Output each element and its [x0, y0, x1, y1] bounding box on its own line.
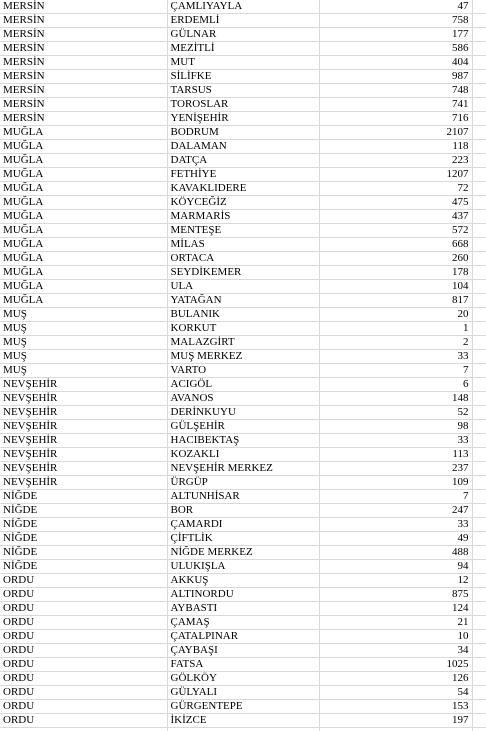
value-cell[interactable]: 52	[319, 406, 472, 420]
district-cell[interactable]: MARMARİS	[167, 210, 319, 224]
empty-cell[interactable]	[472, 574, 486, 588]
empty-cell[interactable]	[472, 728, 486, 731]
district-cell[interactable]: YATAĞAN	[167, 294, 319, 308]
value-cell[interactable]: 716	[319, 112, 472, 126]
empty-cell[interactable]	[472, 504, 486, 518]
value-cell[interactable]: 1025	[319, 658, 472, 672]
empty-cell[interactable]	[472, 14, 486, 28]
province-cell[interactable]: NEVŞEHİR	[0, 476, 167, 490]
province-cell[interactable]: ORDU	[0, 602, 167, 616]
province-cell[interactable]: NİĞDE	[0, 518, 167, 532]
value-cell[interactable]: 33	[319, 518, 472, 532]
empty-cell[interactable]	[472, 462, 486, 476]
empty-cell[interactable]	[472, 490, 486, 504]
district-cell[interactable]: TOROSLAR	[167, 98, 319, 112]
district-cell[interactable]: ALTINORDU	[167, 588, 319, 602]
table-row	[0, 672, 486, 686]
value-cell[interactable]: 10	[319, 630, 472, 644]
value-cell[interactable]: 987	[319, 70, 472, 84]
value-cell[interactable]: 7	[319, 490, 472, 504]
district-cell[interactable]: YENİŞEHİR	[167, 112, 319, 126]
table-row	[0, 84, 486, 98]
table-row	[0, 518, 486, 532]
province-cell[interactable]: MUĞLA	[0, 280, 167, 294]
district-cell[interactable]: DATÇA	[167, 154, 319, 168]
empty-cell[interactable]	[472, 630, 486, 644]
value-cell[interactable]: 72	[319, 182, 472, 196]
value-cell[interactable]: 668	[319, 238, 472, 252]
value-cell[interactable]: 817	[319, 294, 472, 308]
table-row	[0, 0, 486, 14]
district-cell[interactable]: ÇAMARDI	[167, 518, 319, 532]
value-cell[interactable]: 47	[319, 0, 472, 14]
province-cell[interactable]: MERSİN	[0, 98, 167, 112]
table-row	[0, 56, 486, 70]
province-cell[interactable]: MERSİN	[0, 70, 167, 84]
province-cell[interactable]: ORDU	[0, 616, 167, 630]
empty-cell[interactable]	[472, 546, 486, 560]
empty-cell[interactable]	[472, 126, 486, 140]
empty-cell[interactable]	[472, 210, 486, 224]
district-cell[interactable]: MUŞ MERKEZ	[167, 350, 319, 364]
table-row-partial	[0, 728, 486, 731]
province-cell[interactable]: NEVŞEHİR	[0, 392, 167, 406]
province-cell[interactable]: MUĞLA	[0, 196, 167, 210]
table-row	[0, 336, 486, 350]
value-cell[interactable]: 748	[319, 84, 472, 98]
value-cell[interactable]: 153	[319, 700, 472, 714]
table-row	[0, 630, 486, 644]
table-row	[0, 588, 486, 602]
empty-cell[interactable]	[472, 280, 486, 294]
district-cell[interactable]: AKKUŞ	[167, 574, 319, 588]
value-cell[interactable]: 2	[319, 336, 472, 350]
value-cell[interactable]: 488	[319, 546, 472, 560]
empty-cell[interactable]	[472, 686, 486, 700]
province-cell[interactable]: ORDU	[0, 574, 167, 588]
table-row	[0, 126, 486, 140]
province-cell[interactable]: NEVŞEHİR	[0, 462, 167, 476]
table-row	[0, 448, 486, 462]
empty-cell[interactable]	[0, 728, 167, 731]
district-cell[interactable]: ALTUNHİSAR	[167, 490, 319, 504]
value-cell[interactable]: 247	[319, 504, 472, 518]
district-cell[interactable]: VARTO	[167, 364, 319, 378]
province-cell[interactable]: MUĞLA	[0, 168, 167, 182]
province-cell[interactable]: NİĞDE	[0, 504, 167, 518]
district-cell[interactable]: MENTEŞE	[167, 224, 319, 238]
district-cell[interactable]: FETHİYE	[167, 168, 319, 182]
district-cell[interactable]: NEVŞEHİR MERKEZ	[167, 462, 319, 476]
value-cell[interactable]: 94	[319, 560, 472, 574]
province-cell[interactable]: MERSİN	[0, 112, 167, 126]
empty-cell[interactable]	[472, 224, 486, 238]
empty-cell[interactable]	[472, 644, 486, 658]
district-cell[interactable]: ÇİFTLİK	[167, 532, 319, 546]
table-row	[0, 14, 486, 28]
empty-cell[interactable]	[472, 266, 486, 280]
district-cell[interactable]: ÜRGÜP	[167, 476, 319, 490]
value-cell[interactable]: 12	[319, 574, 472, 588]
district-cell[interactable]: AVANOS	[167, 392, 319, 406]
district-cell[interactable]: BOR	[167, 504, 319, 518]
value-cell[interactable]: 109	[319, 476, 472, 490]
table-row	[0, 140, 486, 154]
table-row	[0, 252, 486, 266]
province-cell[interactable]: ORDU	[0, 714, 167, 728]
province-cell[interactable]: MUĞLA	[0, 238, 167, 252]
empty-cell[interactable]	[472, 420, 486, 434]
table-row	[0, 168, 486, 182]
value-cell[interactable]: 7	[319, 364, 472, 378]
table-row	[0, 602, 486, 616]
empty-cell[interactable]	[472, 182, 486, 196]
value-cell[interactable]: 21	[319, 616, 472, 630]
table-row	[0, 112, 486, 126]
table-row	[0, 420, 486, 434]
province-cell[interactable]: NİĞDE	[0, 546, 167, 560]
province-cell[interactable]: ORDU	[0, 686, 167, 700]
empty-cell[interactable]	[472, 532, 486, 546]
table-row	[0, 490, 486, 504]
district-cell[interactable]: SİLİFKE	[167, 70, 319, 84]
table-row	[0, 266, 486, 280]
province-cell[interactable]: MUĞLA	[0, 224, 167, 238]
table-row	[0, 308, 486, 322]
district-cell[interactable]: GÖLKÖY	[167, 672, 319, 686]
province-cell[interactable]: MUŞ	[0, 336, 167, 350]
table-row	[0, 462, 486, 476]
empty-cell[interactable]	[472, 406, 486, 420]
district-cell[interactable]: KORKUT	[167, 322, 319, 336]
district-cell[interactable]: HACIBEKTAŞ	[167, 434, 319, 448]
value-cell[interactable]: 437	[319, 210, 472, 224]
value-cell[interactable]: 33	[319, 434, 472, 448]
empty-cell[interactable]	[472, 700, 486, 714]
district-cell[interactable]: MİLAS	[167, 238, 319, 252]
district-cell[interactable]: ACIGÖL	[167, 378, 319, 392]
province-cell[interactable]: MERSİN	[0, 0, 167, 14]
value-cell[interactable]: 124	[319, 602, 472, 616]
district-cell[interactable]: ÇAYBAŞI	[167, 644, 319, 658]
empty-cell[interactable]	[472, 84, 486, 98]
empty-cell[interactable]	[472, 560, 486, 574]
district-cell[interactable]: ORTACA	[167, 252, 319, 266]
district-cell[interactable]: ÇATALPINAR	[167, 630, 319, 644]
table-row	[0, 98, 486, 112]
table-row	[0, 616, 486, 630]
empty-cell[interactable]	[472, 56, 486, 70]
district-cell[interactable]: FATSA	[167, 658, 319, 672]
province-cell[interactable]: NİĞDE	[0, 490, 167, 504]
empty-cell[interactable]	[472, 112, 486, 126]
province-cell[interactable]: MUĞLA	[0, 126, 167, 140]
district-cell[interactable]: KOZAKLI	[167, 448, 319, 462]
district-cell[interactable]: ÇAMAŞ	[167, 616, 319, 630]
empty-cell[interactable]	[472, 364, 486, 378]
value-cell[interactable]: 113	[319, 448, 472, 462]
table-row	[0, 560, 486, 574]
table-row	[0, 434, 486, 448]
province-cell[interactable]: MUĞLA	[0, 252, 167, 266]
province-cell[interactable]: MUĞLA	[0, 210, 167, 224]
empty-cell[interactable]	[472, 168, 486, 182]
value-cell[interactable]: 6	[319, 378, 472, 392]
district-cell[interactable]: SEYDİKEMER	[167, 266, 319, 280]
empty-cell[interactable]	[472, 98, 486, 112]
table-row	[0, 392, 486, 406]
province-cell[interactable]: NİĞDE	[0, 532, 167, 546]
empty-cell[interactable]	[472, 350, 486, 364]
district-cell[interactable]: KAVAKLIDERE	[167, 182, 319, 196]
value-cell[interactable]: 223	[319, 154, 472, 168]
province-cell[interactable]: NEVŞEHİR	[0, 448, 167, 462]
table-row	[0, 686, 486, 700]
district-cell[interactable]: MALAZGİRT	[167, 336, 319, 350]
empty-cell[interactable]	[472, 658, 486, 672]
table-row	[0, 546, 486, 560]
district-cell[interactable]: MEZİTLİ	[167, 42, 319, 56]
province-cell[interactable]: NEVŞEHİR	[0, 378, 167, 392]
value-cell[interactable]: 572	[319, 224, 472, 238]
district-cell[interactable]: MUT	[167, 56, 319, 70]
value-cell[interactable]: 2107	[319, 126, 472, 140]
table-row	[0, 504, 486, 518]
district-cell[interactable]: AYBASTI	[167, 602, 319, 616]
province-cell[interactable]: MERSİN	[0, 14, 167, 28]
district-cell[interactable]: BULANIK	[167, 308, 319, 322]
empty-cell[interactable]	[472, 434, 486, 448]
province-cell[interactable]: MERSİN	[0, 28, 167, 42]
province-cell[interactable]: MERSİN	[0, 42, 167, 56]
table-row	[0, 154, 486, 168]
district-cell[interactable]: KÖYCEĞİZ	[167, 196, 319, 210]
district-cell[interactable]: ÇAMLIYAYLA	[167, 0, 319, 14]
empty-cell[interactable]	[472, 28, 486, 42]
district-cell[interactable]: GÜRGENTEPE	[167, 700, 319, 714]
province-cell[interactable]: MUŞ	[0, 364, 167, 378]
value-cell[interactable]: 237	[319, 462, 472, 476]
value-cell[interactable]: 98	[319, 420, 472, 434]
province-cell[interactable]: MUĞLA	[0, 182, 167, 196]
value-cell[interactable]: 178	[319, 266, 472, 280]
table-row	[0, 378, 486, 392]
empty-cell[interactable]	[472, 196, 486, 210]
empty-cell[interactable]	[472, 672, 486, 686]
district-cell[interactable]: ULA	[167, 280, 319, 294]
table-row	[0, 42, 486, 56]
value-cell[interactable]: 148	[319, 392, 472, 406]
value-cell[interactable]: 177	[319, 28, 472, 42]
province-cell[interactable]: MUŞ	[0, 322, 167, 336]
value-cell[interactable]: 33	[319, 350, 472, 364]
province-cell[interactable]: MUŞ	[0, 308, 167, 322]
district-cell[interactable]: NİĞDE MERKEZ	[167, 546, 319, 560]
table-row	[0, 574, 486, 588]
empty-cell[interactable]	[472, 294, 486, 308]
empty-cell[interactable]	[472, 322, 486, 336]
value-cell[interactable]: 741	[319, 98, 472, 112]
province-cell[interactable]: ORDU	[0, 672, 167, 686]
value-cell[interactable]: 126	[319, 672, 472, 686]
empty-cell[interactable]	[472, 476, 486, 490]
district-cell[interactable]: İKİZCE	[167, 714, 319, 728]
empty-cell[interactable]	[472, 588, 486, 602]
table-row	[0, 350, 486, 364]
table-row	[0, 476, 486, 490]
table-row	[0, 238, 486, 252]
value-cell[interactable]: 197	[319, 714, 472, 728]
province-cell[interactable]: NEVŞEHİR	[0, 406, 167, 420]
district-cell[interactable]: ERDEMLİ	[167, 14, 319, 28]
empty-cell[interactable]	[472, 154, 486, 168]
table-row	[0, 658, 486, 672]
table-row	[0, 210, 486, 224]
value-cell[interactable]: 404	[319, 56, 472, 70]
empty-cell[interactable]	[472, 336, 486, 350]
empty-cell[interactable]	[167, 728, 319, 731]
district-cell[interactable]: GÜLNAR	[167, 28, 319, 42]
empty-cell[interactable]	[472, 42, 486, 56]
province-cell[interactable]: NİĞDE	[0, 560, 167, 574]
district-cell[interactable]: GÜLŞEHİR	[167, 420, 319, 434]
table-row	[0, 196, 486, 210]
table-row	[0, 714, 486, 728]
value-cell[interactable]: 1	[319, 322, 472, 336]
value-cell[interactable]: 1207	[319, 168, 472, 182]
province-cell[interactable]: NEVŞEHİR	[0, 434, 167, 448]
district-cell[interactable]: DERİNKUYU	[167, 406, 319, 420]
empty-cell[interactable]	[472, 602, 486, 616]
province-cell[interactable]: NEVŞEHİR	[0, 420, 167, 434]
empty-cell[interactable]	[472, 392, 486, 406]
value-cell[interactable]: 49	[319, 532, 472, 546]
empty-cell[interactable]	[472, 252, 486, 266]
empty-cell[interactable]	[472, 714, 486, 728]
province-cell[interactable]: MERSİN	[0, 84, 167, 98]
table-row	[0, 532, 486, 546]
province-cell[interactable]: MUĞLA	[0, 140, 167, 154]
value-cell[interactable]: 34	[319, 644, 472, 658]
value-cell[interactable]: 20	[319, 308, 472, 322]
table-row	[0, 294, 486, 308]
value-cell[interactable]: 758	[319, 14, 472, 28]
table-row	[0, 700, 486, 714]
empty-cell[interactable]	[472, 308, 486, 322]
empty-cell[interactable]	[472, 70, 486, 84]
value-cell[interactable]: 875	[319, 588, 472, 602]
province-cell[interactable]: ORDU	[0, 700, 167, 714]
province-cell[interactable]: MERSİN	[0, 56, 167, 70]
province-cell[interactable]: MUĞLA	[0, 294, 167, 308]
value-cell[interactable]: 475	[319, 196, 472, 210]
empty-cell[interactable]	[319, 728, 472, 731]
empty-cell[interactable]	[472, 518, 486, 532]
table-row	[0, 280, 486, 294]
district-cell[interactable]: ULUKIŞLA	[167, 560, 319, 574]
table-row	[0, 406, 486, 420]
province-cell[interactable]: ORDU	[0, 644, 167, 658]
province-cell[interactable]: ORDU	[0, 588, 167, 602]
value-cell[interactable]: 260	[319, 252, 472, 266]
district-cell[interactable]: DALAMAN	[167, 140, 319, 154]
empty-cell[interactable]	[472, 378, 486, 392]
value-cell[interactable]: 118	[319, 140, 472, 154]
value-cell[interactable]: 104	[319, 280, 472, 294]
district-cell[interactable]: TARSUS	[167, 84, 319, 98]
value-cell[interactable]: 586	[319, 42, 472, 56]
empty-cell[interactable]	[472, 140, 486, 154]
table-row	[0, 322, 486, 336]
empty-cell[interactable]	[472, 616, 486, 630]
table-row	[0, 224, 486, 238]
empty-cell[interactable]	[472, 238, 486, 252]
district-cell[interactable]: GÜLYALI	[167, 686, 319, 700]
table-row	[0, 364, 486, 378]
province-cell[interactable]: MUĞLA	[0, 266, 167, 280]
table-row	[0, 70, 486, 84]
province-cell[interactable]: MUĞLA	[0, 154, 167, 168]
district-cell[interactable]: BODRUM	[167, 126, 319, 140]
province-cell[interactable]: ORDU	[0, 658, 167, 672]
empty-cell[interactable]	[472, 0, 486, 14]
empty-cell[interactable]	[472, 448, 486, 462]
table-row	[0, 28, 486, 42]
province-cell[interactable]: MUŞ	[0, 350, 167, 364]
table-row	[0, 644, 486, 658]
value-cell[interactable]: 54	[319, 686, 472, 700]
province-cell[interactable]: ORDU	[0, 630, 167, 644]
table-row	[0, 182, 486, 196]
